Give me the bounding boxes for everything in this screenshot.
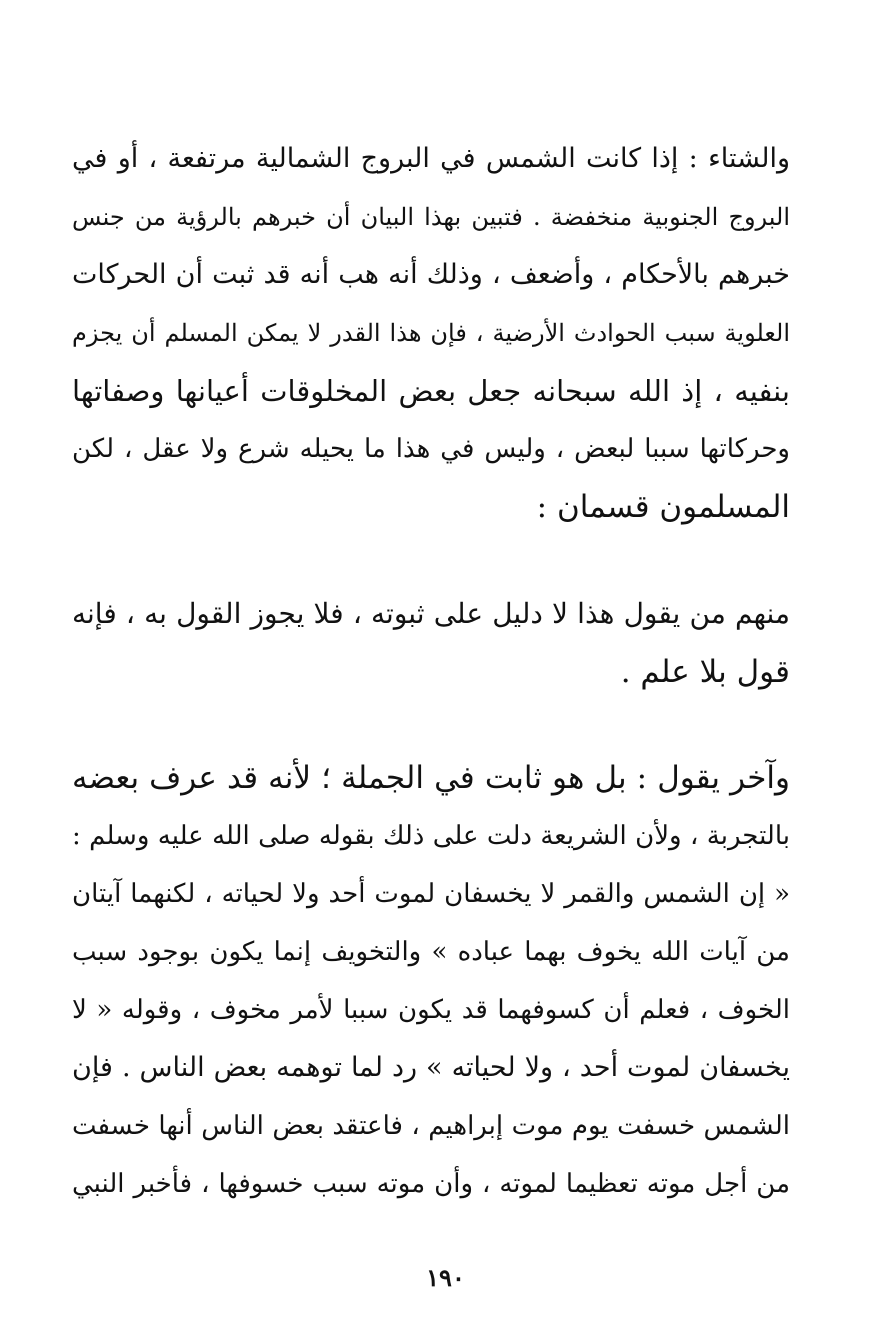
- text-line: البروج الجنوبية منخفضة . فتبين بهذا البيان أن خبرهم بالرؤية من جنس: [72, 203, 790, 231]
- text-line: العلوية سبب الحوادث الأرضية ، فإن هذا القدر لا يمكن المسلم أن يجزم: [72, 319, 790, 347]
- text-line: المسلمون قسمان :: [536, 489, 790, 525]
- text-line: بنفيه ، إذ الله سبحانه جعل بعض المخلوقات أعيانها وصفاتها: [72, 374, 790, 408]
- text-line: الشمس خسفت يوم موت إبراهيم ، فاعتقد بعض الناس أنها خسفت: [72, 1111, 790, 1141]
- text-line: « إن الشمس والقمر لا يخسفان لموت أحد ولا لحياته ، لكنهما آيتان: [72, 879, 790, 909]
- text-line: بالتجربة ، ولأن الشريعة دلت على ذلك بقوله صلى الله عليه وسلم :: [72, 821, 790, 851]
- text-line: قول بلا علم .: [620, 654, 790, 690]
- paragraph: [72, 585, 790, 701]
- text-line: وحركاتها سببا لبعض ، وليس في هذا ما يحيله شرع ولا عقل ، لكن: [72, 434, 790, 464]
- paragraph: [72, 749, 790, 1213]
- text-line: من آيات الله يخوف بهما عباده » والتخويف إنما يكون بوجود سبب: [72, 937, 790, 967]
- text-line: الخوف ، فعلم أن كسوفهما قد يكون سببا لأمر مخوف ، وقوله « لا: [72, 995, 790, 1025]
- page-number: ١٩٠: [426, 1263, 465, 1292]
- text-line: يخسفان لموت أحد ، ولا لحياته » رد لما توهمه بعض الناس . فإن: [72, 1052, 790, 1083]
- text-line: منهم من يقول هذا لا دليل على ثبوته ، فلا يجوز القول به ، فإنه: [72, 597, 790, 630]
- text-line: والشتاء : إذا كانت الشمس في البروج الشمالية مرتفعة ، أو في: [72, 143, 790, 174]
- text-line: من أجل موته تعظيما لموته ، وأن موته سبب خسوفها ، فأخبر النبي: [72, 1169, 790, 1199]
- text-line: خبرهم بالأحكام ، وأضعف ، وذلك أنه هب أنه قد ثبت أن الحركات: [72, 259, 790, 290]
- text-line: وآخر يقول : بل هو ثابت في الجملة ؛ لأنه قد عرف بعضه: [72, 760, 790, 796]
- paragraph: [72, 130, 790, 536]
